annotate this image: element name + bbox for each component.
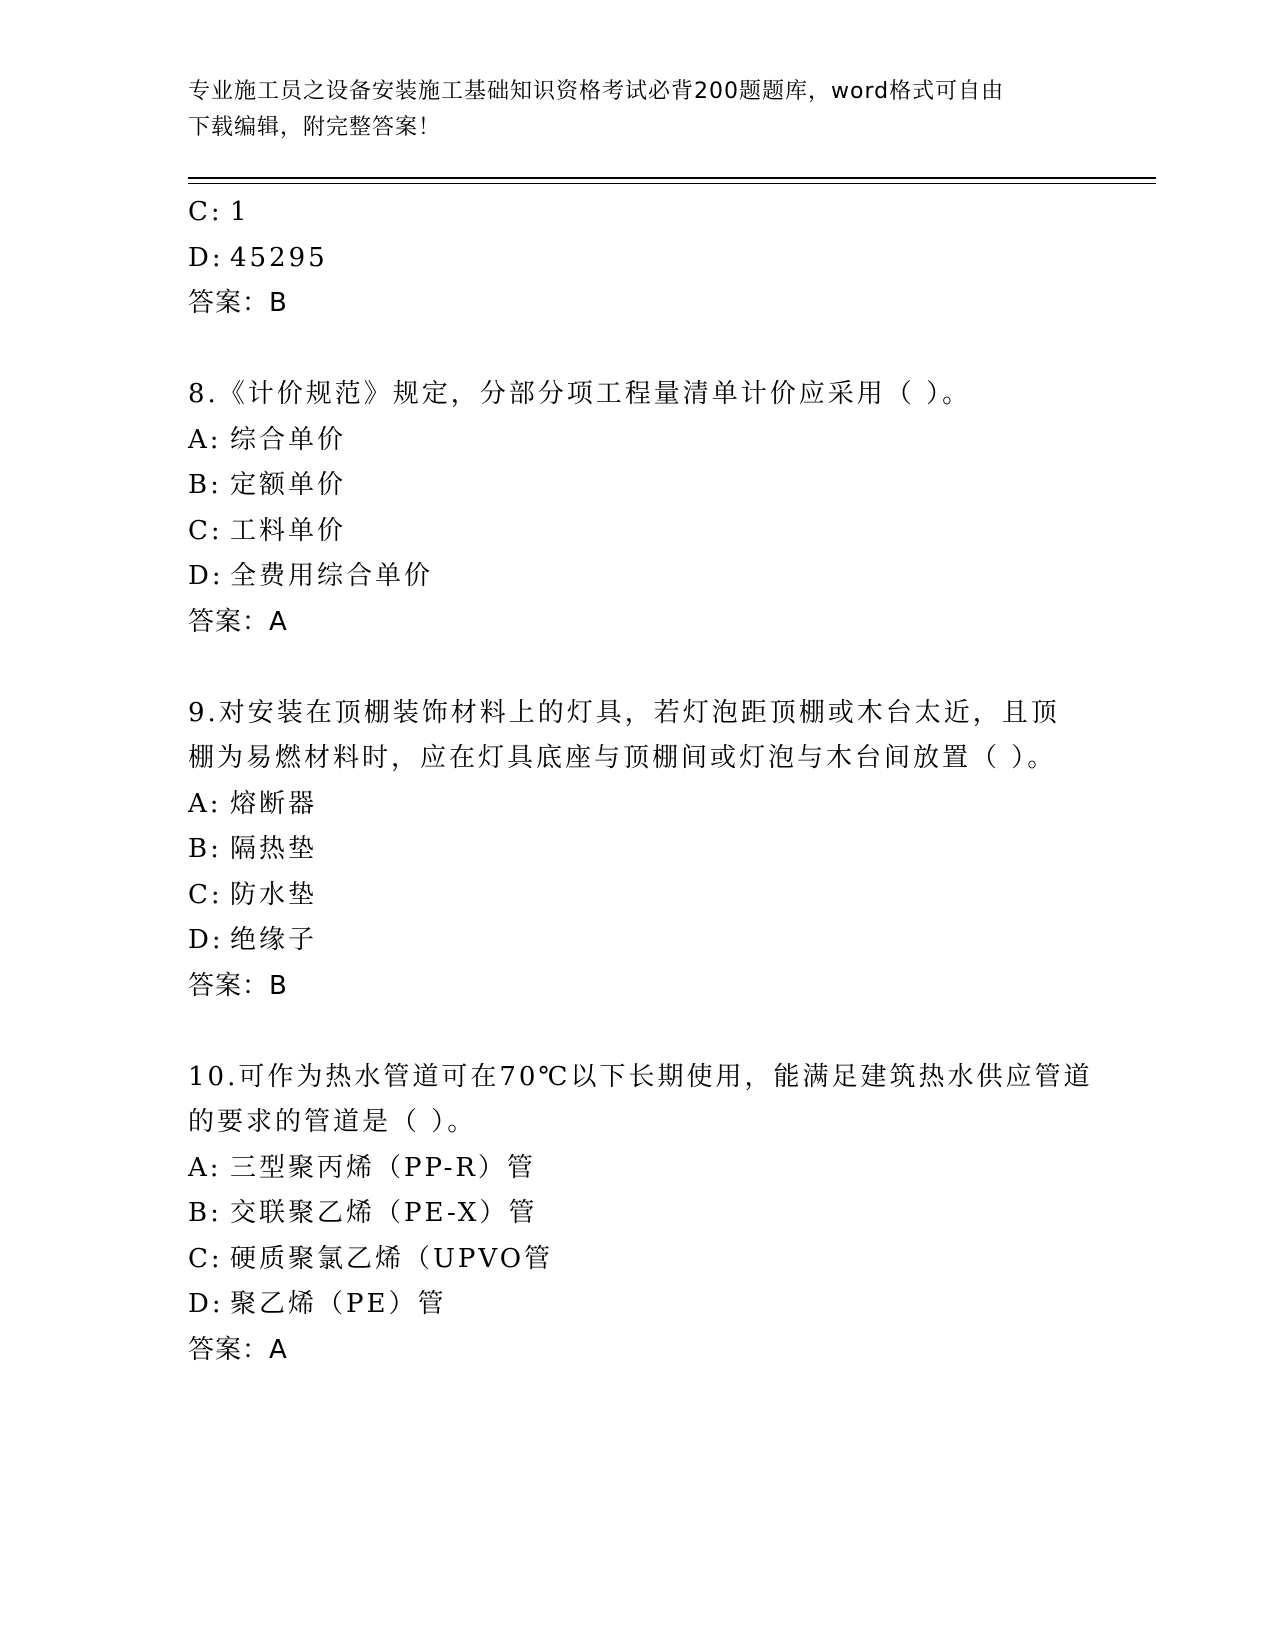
question-stem-line: 棚为易燃材料时，应在灯具底座与顶棚间或灯泡与木台间放置（ ）。	[188, 743, 1057, 773]
question-10	[188, 1055, 1093, 1374]
question-8	[188, 372, 1088, 645]
header-rule-thin	[188, 183, 1156, 184]
question-stem-line: 10.可作为热水管道可在70℃以下长期使用，能满足建筑热水供应管道	[188, 1061, 1093, 1092]
header-line-2: 下载编辑，附完整答案！	[188, 115, 442, 140]
answer-line: 答案：B	[188, 288, 288, 318]
option-b: B: 交联聚乙烯（PE-X）管	[188, 1198, 538, 1228]
option-d: D: 全费用综合单价	[188, 561, 434, 591]
option-c: C: 硬质聚氯乙烯（UPVO管	[188, 1243, 554, 1274]
option-b: B: 定额单价	[188, 470, 347, 500]
option-a: A: 三型聚丙烯（PP-R）管	[188, 1152, 536, 1183]
option-c: C: 防水垫	[188, 879, 318, 910]
answer-line: 答案：B	[188, 970, 288, 1001]
option-c: C: 工料单价	[188, 515, 347, 546]
document-body	[188, 190, 1093, 1373]
option-b: B: 隔热垫	[188, 834, 318, 864]
question-stem-line: 8.《计价规范》规定，分部分项工程量清单计价应采用（ ）。	[188, 379, 972, 409]
option-c: C: 1	[188, 197, 250, 227]
option-a: A: 熔断器	[188, 788, 318, 819]
option-d: D: 45295	[188, 242, 328, 273]
document-header	[188, 74, 1088, 146]
option-a: A: 综合单价	[188, 424, 347, 455]
answer-line: 答案：A	[188, 1334, 288, 1365]
question-continuation	[188, 190, 1088, 327]
header-line-1: 专业施工员之设备安装施工基础知识资格考试必背200题题库，word格式可自由	[188, 79, 1005, 104]
question-9	[188, 691, 1088, 1010]
answer-line: 答案：A	[188, 606, 288, 637]
option-d: D: 绝缘子	[188, 925, 318, 955]
question-stem-line: 9.对安装在顶棚装饰材料上的灯具，若灯泡距顶棚或木台太近，且顶	[188, 697, 1060, 728]
option-d: D: 聚乙烯（PE）管	[188, 1289, 447, 1319]
question-stem-line: 的要求的管道是（ ）。	[188, 1107, 477, 1137]
header-rule-thick	[188, 177, 1156, 179]
